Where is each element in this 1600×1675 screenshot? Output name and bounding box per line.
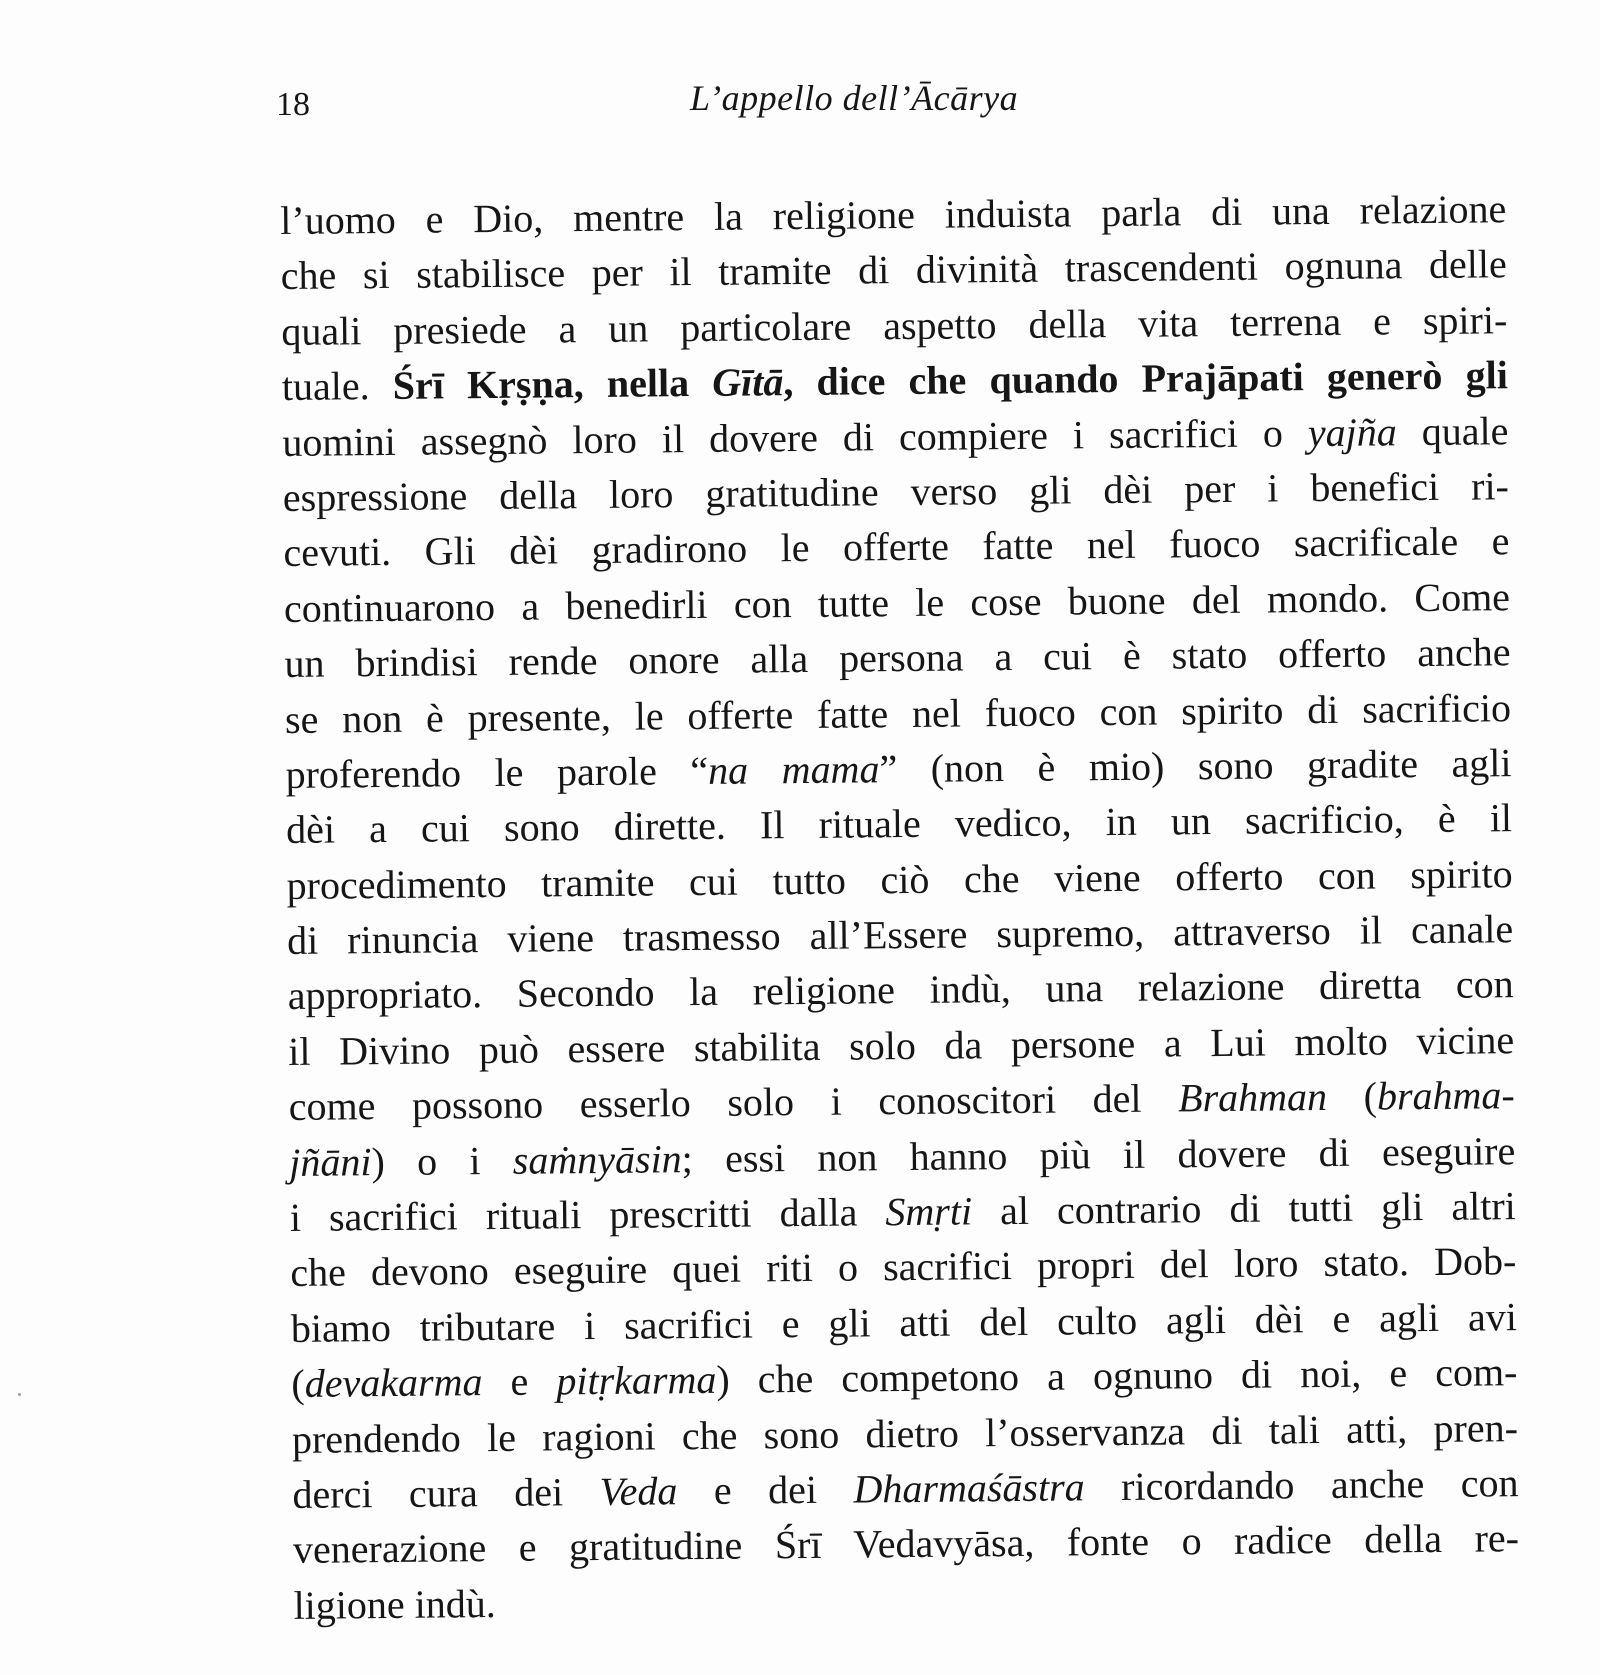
italic-text-segment: pitṛkarma (556, 1357, 717, 1404)
text-segment: biamo tributare i sacrifici e gli atti del culto agli dèi e agli avi (290, 1293, 1518, 1351)
text-segment: quale (1396, 407, 1509, 454)
text-segment: e dei (677, 1466, 854, 1514)
text-segment: che si stabilisce per il tramite di divinità trascendenti ognuna delle (280, 241, 1507, 299)
italic-text-segment: yajña (1307, 408, 1397, 455)
text-line (293, 1511, 1519, 1578)
italic-text-segment: Dharmaśāstra (853, 1464, 1085, 1512)
scan-speck (18, 1393, 21, 1396)
text-segment: proferendo le parole “ (285, 747, 709, 797)
italic-text-segment: Smṛti (885, 1188, 973, 1235)
bold-text-segment: , dice che quando Prajāpati generò gli (783, 352, 1509, 405)
text-segment: espressione della loro gratitudine verso gli dèi per i benefici ri- (282, 463, 1510, 520)
text-segment: ligione indù. (293, 1580, 496, 1628)
text-segment: il Divino può essere stabilita solo da persone a Lui molto vicine (288, 1017, 1515, 1074)
text-segment: derci cura dei (292, 1468, 600, 1517)
page-number: 18 (276, 86, 310, 123)
text-segment: se non è presente, le offerte fatte nel fuoco con spirito di sacrificio (284, 684, 1512, 742)
text-segment: che devono eseguire quei riti o sacrifici propri del loro stato. Dob- (290, 1238, 1517, 1296)
text-segment: prendendo le ragioni che sono dietro l’osservanza di tali atti, pren- (291, 1404, 1519, 1462)
text-segment: ricordando anche con (1084, 1460, 1519, 1510)
text-segment: l’uomo e Dio, mentre la religione induista parla di una relazione (280, 186, 1507, 243)
italic-text-segment: Veda (599, 1468, 678, 1514)
text-segment: ) che competono a ognuno di noi, e com- (716, 1349, 1518, 1403)
text-segment: quali presiede a un particolare aspetto della vita terrena e spiri- (281, 297, 1508, 354)
text-segment: ) o i (371, 1137, 514, 1184)
body-paragraph (280, 181, 1520, 1633)
italic-text-segment: brahma- (1376, 1072, 1515, 1119)
text-segment: ” (non è mio) sono gradite agli (879, 740, 1512, 792)
text-segment: e (482, 1358, 557, 1405)
text-segment: procedimento tramite cui tutto ciò che viene offerto con spirito (286, 850, 1513, 908)
italic-text-segment: Brahman (1177, 1074, 1328, 1121)
running-title: L’appello dell’Ācārya (690, 78, 1019, 118)
text-segment: al contrario di tutti gli altri (971, 1183, 1517, 1234)
text-segment: continuarono a benedirli con tutte le cose buone del mondo. Come (283, 573, 1511, 631)
text-segment: tuale. (281, 363, 393, 410)
italic-text-segment: na mama (707, 746, 880, 793)
text-line (293, 1566, 1519, 1633)
text-segment: ( (291, 1361, 305, 1407)
bold-text-segment: Śrī Kṛṣṇa, nella (392, 360, 713, 409)
text-segment: ; essi non hanno più il dovere di eseguire (681, 1127, 1516, 1181)
bold-italic-text-segment: Gītā (712, 359, 784, 406)
text-segment: i sacrifici rituali prescritti dalla (289, 1189, 886, 1240)
text-segment: cevuti. Gli dèi gradirono le offerte fatte nel fuoco sacrificale e (283, 518, 1510, 576)
italic-text-segment: devakarma (304, 1359, 483, 1407)
italic-text-segment: jñāni (289, 1138, 372, 1185)
text-segment: ( (1326, 1073, 1378, 1120)
text-segment: un brindisi rende onore alla persona a cui è stato offerto anche (284, 629, 1511, 687)
text-segment: di rinuncia viene trasmesso all’Essere supremo, attraverso il canale (286, 906, 1514, 964)
text-segment: appropriato. Secondo la religione indù, una relazione diretta con (287, 961, 1514, 1019)
text-segment: dèi a cui sono dirette. Il rituale vedico, in un sacrificio, è il (285, 795, 1513, 853)
text-segment: uomini assegnò loro il dovere di compiere i sacrifici o (282, 409, 1309, 465)
italic-text-segment: saṁnyāsin (512, 1135, 682, 1183)
text-segment: venerazione e gratitudine Śrī Vedavyāsa, fonte o radice della re- (292, 1515, 1520, 1573)
text-segment: come possono esserlo solo i conoscitori del (288, 1075, 1179, 1130)
